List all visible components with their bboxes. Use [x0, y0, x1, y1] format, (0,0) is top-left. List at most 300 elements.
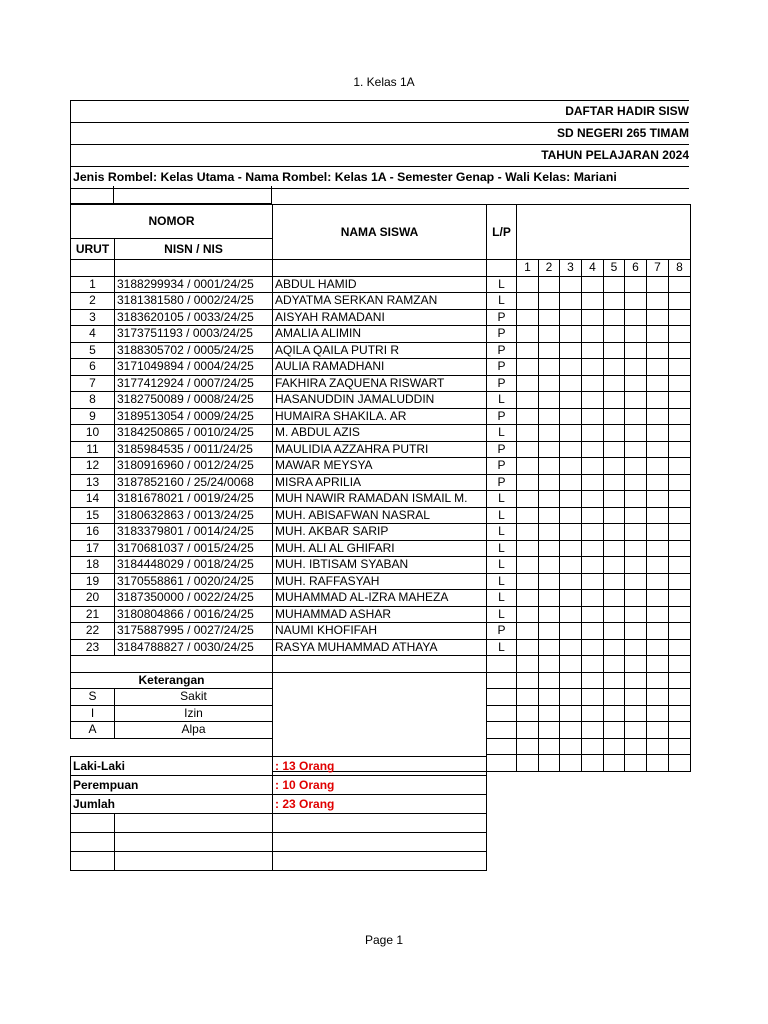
attendance-cell[interactable] — [517, 408, 539, 425]
student-name: ABDUL HAMID — [273, 276, 487, 293]
attendance-cell[interactable] — [582, 441, 604, 458]
attendance-cell[interactable] — [647, 359, 669, 376]
attendance-cell[interactable] — [517, 491, 539, 508]
keterangan-code: A — [71, 722, 115, 739]
attendance-cell[interactable] — [582, 656, 604, 673]
student-gender: L — [487, 639, 517, 656]
student-nisn: 3180804866 / 0016/24/25 — [115, 606, 273, 623]
attendance-cell[interactable] — [625, 590, 647, 607]
summary-row — [71, 776, 487, 795]
student-name: AISYAH RAMADANI — [273, 309, 487, 326]
attendance-cell[interactable] — [669, 326, 691, 343]
attendance-cell[interactable] — [647, 606, 669, 623]
attendance-cell[interactable] — [517, 689, 539, 706]
attendance-cell[interactable] — [560, 524, 582, 541]
student-row — [71, 441, 691, 458]
attendance-cell[interactable] — [669, 491, 691, 508]
student-name: MAULIDIA AZZAHRA PUTRI — [273, 441, 487, 458]
attendance-cell[interactable] — [604, 590, 625, 607]
attendance-cell[interactable] — [625, 458, 647, 475]
attendance-cell[interactable] — [517, 326, 539, 343]
attendance-cell[interactable] — [669, 507, 691, 524]
attendance-cell[interactable] — [625, 474, 647, 491]
attendance-cell[interactable] — [560, 392, 582, 409]
attendance-cell[interactable] — [539, 425, 560, 442]
attendance-cell[interactable] — [560, 507, 582, 524]
student-gender: L — [487, 293, 517, 310]
attendance-cell[interactable] — [517, 705, 539, 722]
attendance-table — [70, 204, 691, 772]
attendance-cell[interactable] — [669, 276, 691, 293]
attendance-cell[interactable] — [647, 524, 669, 541]
attendance-cell[interactable] — [517, 623, 539, 640]
attendance-cell[interactable] — [604, 359, 625, 376]
attendance-cell[interactable] — [539, 408, 560, 425]
attendance-cell[interactable] — [625, 392, 647, 409]
attendance-cell[interactable] — [625, 540, 647, 557]
attendance-cell[interactable] — [539, 573, 560, 590]
attendance-cell[interactable] — [647, 375, 669, 392]
attendance-cell[interactable] — [647, 738, 669, 755]
attendance-cell[interactable] — [582, 359, 604, 376]
student-number: 11 — [71, 441, 115, 458]
attendance-cell[interactable] — [539, 342, 560, 359]
attendance-cell[interactable] — [669, 573, 691, 590]
summary-label: Laki-Laki — [71, 757, 273, 776]
student-name: ADYATMA SERKAN RAMZAN — [273, 293, 487, 310]
attendance-cell[interactable] — [582, 326, 604, 343]
attendance-cell[interactable] — [582, 639, 604, 656]
attendance-cell[interactable] — [539, 606, 560, 623]
title-academic-year: TAHUN PELAJARAN 2024 — [70, 144, 689, 166]
student-number: 6 — [71, 359, 115, 376]
attendance-cell[interactable] — [582, 507, 604, 524]
attendance-cell[interactable] — [539, 623, 560, 640]
attendance-cell[interactable] — [604, 705, 625, 722]
attendance-cell[interactable] — [625, 326, 647, 343]
attendance-cell[interactable] — [539, 540, 560, 557]
day-number: 2 — [539, 260, 560, 277]
attendance-cell[interactable] — [582, 606, 604, 623]
attendance-cell[interactable] — [560, 672, 582, 689]
attendance-cell[interactable] — [539, 326, 560, 343]
attendance-cell[interactable] — [604, 557, 625, 574]
attendance-cell[interactable] — [560, 722, 582, 739]
attendance-cell[interactable] — [647, 293, 669, 310]
attendance-cell[interactable] — [625, 524, 647, 541]
attendance-cell[interactable] — [669, 458, 691, 475]
attendance-cell[interactable] — [560, 458, 582, 475]
attendance-cell[interactable] — [582, 623, 604, 640]
attendance-cell[interactable] — [604, 573, 625, 590]
attendance-cell[interactable] — [539, 293, 560, 310]
attendance-cell[interactable] — [669, 639, 691, 656]
attendance-cell[interactable] — [647, 458, 669, 475]
attendance-cell[interactable] — [539, 524, 560, 541]
student-gender: P — [487, 375, 517, 392]
attendance-cell[interactable] — [604, 606, 625, 623]
attendance-cell[interactable] — [604, 540, 625, 557]
attendance-cell[interactable] — [669, 738, 691, 755]
attendance-cell[interactable] — [625, 623, 647, 640]
attendance-cell[interactable] — [625, 359, 647, 376]
attendance-cell[interactable] — [539, 755, 560, 772]
blank-cell — [71, 260, 115, 277]
attendance-cell[interactable] — [647, 639, 669, 656]
attendance-cell[interactable] — [582, 573, 604, 590]
summary-blank-row — [71, 852, 487, 871]
attendance-cell[interactable] — [517, 540, 539, 557]
attendance-cell[interactable] — [582, 342, 604, 359]
attendance-cell[interactable] — [517, 309, 539, 326]
attendance-cell[interactable] — [604, 672, 625, 689]
attendance-cell[interactable] — [604, 392, 625, 409]
attendance-cell[interactable] — [625, 425, 647, 442]
day-number: 7 — [647, 260, 669, 277]
attendance-cell[interactable] — [604, 639, 625, 656]
attendance-cell[interactable] — [560, 623, 582, 640]
attendance-cell[interactable] — [560, 689, 582, 706]
attendance-cell[interactable] — [582, 590, 604, 607]
student-row — [71, 293, 691, 310]
attendance-cell[interactable] — [539, 722, 560, 739]
attendance-cell[interactable] — [669, 408, 691, 425]
attendance-cell[interactable] — [604, 623, 625, 640]
attendance-cell[interactable] — [539, 705, 560, 722]
blank-cell — [71, 656, 273, 673]
attendance-cell[interactable] — [539, 491, 560, 508]
attendance-cell[interactable] — [582, 375, 604, 392]
attendance-cell[interactable] — [539, 276, 560, 293]
attendance-cell[interactable] — [625, 309, 647, 326]
attendance-cell[interactable] — [517, 276, 539, 293]
attendance-cell[interactable] — [517, 507, 539, 524]
student-row — [71, 507, 691, 524]
attendance-cell[interactable] — [604, 491, 625, 508]
attendance-cell[interactable] — [560, 359, 582, 376]
attendance-cell[interactable] — [647, 309, 669, 326]
attendance-cell[interactable] — [604, 458, 625, 475]
attendance-cell[interactable] — [647, 392, 669, 409]
attendance-cell[interactable] — [560, 491, 582, 508]
attendance-cell[interactable] — [625, 755, 647, 772]
attendance-cell[interactable] — [517, 606, 539, 623]
attendance-cell[interactable] — [647, 441, 669, 458]
attendance-cell[interactable] — [539, 639, 560, 656]
attendance-cell[interactable] — [647, 408, 669, 425]
attendance-cell[interactable] — [560, 573, 582, 590]
attendance-cell[interactable] — [625, 738, 647, 755]
attendance-cell[interactable] — [647, 276, 669, 293]
attendance-cell[interactable] — [560, 557, 582, 574]
attendance-cell[interactable] — [517, 738, 539, 755]
student-gender: L — [487, 507, 517, 524]
attendance-cell[interactable] — [669, 375, 691, 392]
attendance-cell[interactable] — [669, 540, 691, 557]
attendance-cell[interactable] — [517, 590, 539, 607]
attendance-cell[interactable] — [604, 408, 625, 425]
blank-cell — [273, 833, 487, 852]
attendance-cell[interactable] — [582, 408, 604, 425]
attendance-cell[interactable] — [604, 507, 625, 524]
attendance-cell[interactable] — [517, 656, 539, 673]
attendance-cell[interactable] — [625, 342, 647, 359]
attendance-cell[interactable] — [582, 755, 604, 772]
attendance-cell[interactable] — [539, 557, 560, 574]
student-nisn: 3188299934 / 0001/24/25 — [115, 276, 273, 293]
attendance-cell[interactable] — [560, 606, 582, 623]
attendance-cell[interactable] — [669, 392, 691, 409]
attendance-cell[interactable] — [625, 606, 647, 623]
attendance-cell[interactable] — [647, 755, 669, 772]
attendance-cell[interactable] — [647, 705, 669, 722]
summary-table — [70, 756, 487, 871]
attendance-cell[interactable] — [625, 491, 647, 508]
attendance-cell[interactable] — [560, 425, 582, 442]
student-gender: L — [487, 606, 517, 623]
attendance-cell[interactable] — [647, 557, 669, 574]
attendance-cell[interactable] — [582, 722, 604, 739]
attendance-cell[interactable] — [647, 573, 669, 590]
keterangan-label: Izin — [115, 705, 273, 722]
attendance-cell[interactable] — [582, 540, 604, 557]
attendance-cell[interactable] — [625, 689, 647, 706]
attendance-cell[interactable] — [560, 375, 582, 392]
attendance-cell[interactable] — [582, 425, 604, 442]
blank-cell — [487, 672, 517, 689]
student-row — [71, 342, 691, 359]
attendance-cell[interactable] — [582, 705, 604, 722]
attendance-cell[interactable] — [539, 656, 560, 673]
attendance-cell[interactable] — [517, 639, 539, 656]
attendance-cell[interactable] — [604, 524, 625, 541]
attendance-cell[interactable] — [647, 491, 669, 508]
attendance-cell[interactable] — [669, 557, 691, 574]
attendance-cell[interactable] — [647, 656, 669, 673]
attendance-cell[interactable] — [560, 309, 582, 326]
attendance-cell[interactable] — [604, 342, 625, 359]
student-gender: L — [487, 524, 517, 541]
attendance-cell[interactable] — [560, 705, 582, 722]
attendance-cell[interactable] — [625, 656, 647, 673]
summary-blank-row — [71, 814, 487, 833]
attendance-cell[interactable] — [517, 342, 539, 359]
attendance-cell[interactable] — [582, 672, 604, 689]
attendance-cell[interactable] — [582, 524, 604, 541]
attendance-cell[interactable] — [625, 722, 647, 739]
attendance-cell[interactable] — [604, 656, 625, 673]
student-number: 17 — [71, 540, 115, 557]
urut-header: URUT — [71, 239, 115, 260]
attendance-cell[interactable] — [539, 359, 560, 376]
attendance-cell[interactable] — [560, 474, 582, 491]
attendance-cell[interactable] — [582, 491, 604, 508]
attendance-cell[interactable] — [517, 293, 539, 310]
student-gender: L — [487, 573, 517, 590]
attendance-cell[interactable] — [647, 507, 669, 524]
attendance-cell[interactable] — [669, 722, 691, 739]
attendance-cell[interactable] — [669, 293, 691, 310]
attendance-cell[interactable] — [582, 557, 604, 574]
summary-value: : 13 Orang — [273, 757, 487, 776]
attendance-cell[interactable] — [582, 276, 604, 293]
attendance-cell[interactable] — [669, 474, 691, 491]
attendance-cell[interactable] — [604, 474, 625, 491]
attendance-cell[interactable] — [539, 458, 560, 475]
attendance-cell[interactable] — [669, 359, 691, 376]
attendance-cell[interactable] — [517, 672, 539, 689]
attendance-cell[interactable] — [604, 425, 625, 442]
student-gender: P — [487, 458, 517, 475]
attendance-cell[interactable] — [669, 524, 691, 541]
attendance-cell[interactable] — [582, 689, 604, 706]
blank-cell — [487, 738, 517, 755]
student-nisn: 3170681037 / 0015/24/25 — [115, 540, 273, 557]
attendance-cell[interactable] — [647, 623, 669, 640]
attendance-cell[interactable] — [582, 458, 604, 475]
attendance-cell[interactable] — [560, 540, 582, 557]
attendance-cell[interactable] — [669, 705, 691, 722]
attendance-cell[interactable] — [560, 590, 582, 607]
attendance-cell[interactable] — [560, 656, 582, 673]
attendance-cell[interactable] — [625, 276, 647, 293]
attendance-cell[interactable] — [604, 326, 625, 343]
attendance-cell[interactable] — [625, 557, 647, 574]
attendance-cell[interactable] — [604, 689, 625, 706]
attendance-cell[interactable] — [647, 722, 669, 739]
attendance-cell[interactable] — [539, 672, 560, 689]
attendance-cell[interactable] — [560, 276, 582, 293]
attendance-cell[interactable] — [517, 458, 539, 475]
attendance-cell[interactable] — [625, 441, 647, 458]
attendance-cell[interactable] — [517, 375, 539, 392]
attendance-cell[interactable] — [582, 738, 604, 755]
attendance-cell[interactable] — [560, 639, 582, 656]
attendance-cell[interactable] — [539, 441, 560, 458]
blank-cell — [487, 705, 517, 722]
attendance-cell[interactable] — [539, 392, 560, 409]
attendance-cell[interactable] — [604, 375, 625, 392]
attendance-cell[interactable] — [539, 375, 560, 392]
attendance-cell[interactable] — [625, 705, 647, 722]
attendance-cell[interactable] — [560, 755, 582, 772]
attendance-cell[interactable] — [647, 689, 669, 706]
attendance-cell[interactable] — [582, 293, 604, 310]
keterangan-title-row — [71, 672, 691, 689]
attendance-cell[interactable] — [647, 474, 669, 491]
attendance-cell[interactable] — [517, 755, 539, 772]
attendance-cell[interactable] — [604, 293, 625, 310]
attendance-cell[interactable] — [625, 293, 647, 310]
attendance-cell[interactable] — [669, 309, 691, 326]
attendance-cell[interactable] — [625, 573, 647, 590]
student-gender: P — [487, 474, 517, 491]
student-name: AMALIA ALIMIN — [273, 326, 487, 343]
attendance-cell[interactable] — [560, 342, 582, 359]
attendance-cell[interactable] — [560, 326, 582, 343]
student-name: AULIA RAMADHANI — [273, 359, 487, 376]
attendance-cell[interactable] — [582, 474, 604, 491]
student-gender: L — [487, 276, 517, 293]
attendance-cell[interactable] — [669, 656, 691, 673]
attendance-cell[interactable] — [625, 375, 647, 392]
attendance-cell[interactable] — [539, 738, 560, 755]
attendance-cell[interactable] — [582, 392, 604, 409]
attendance-cell[interactable] — [517, 524, 539, 541]
attendance-cell[interactable] — [669, 689, 691, 706]
title-school-list: DAFTAR HADIR SISW — [70, 100, 689, 122]
attendance-cell[interactable] — [647, 326, 669, 343]
attendance-cell[interactable] — [669, 623, 691, 640]
attendance-cell[interactable] — [517, 722, 539, 739]
attendance-cell[interactable] — [669, 672, 691, 689]
attendance-cell[interactable] — [669, 755, 691, 772]
student-row — [71, 326, 691, 343]
attendance-cell[interactable] — [560, 441, 582, 458]
summary-label: Perempuan — [71, 776, 273, 795]
attendance-cell[interactable] — [604, 309, 625, 326]
attendance-cell[interactable] — [604, 738, 625, 755]
attendance-cell[interactable] — [517, 425, 539, 442]
attendance-cell[interactable] — [647, 425, 669, 442]
day-number-row — [71, 260, 691, 277]
attendance-cell[interactable] — [625, 408, 647, 425]
student-name: MISRA APRILIA — [273, 474, 487, 491]
student-row — [71, 573, 691, 590]
student-row — [71, 491, 691, 508]
attendance-cell[interactable] — [647, 672, 669, 689]
student-gender: L — [487, 491, 517, 508]
attendance-cell[interactable] — [625, 507, 647, 524]
attendance-cell[interactable] — [604, 722, 625, 739]
student-row — [71, 425, 691, 442]
attendance-cell[interactable] — [625, 672, 647, 689]
attendance-cell[interactable] — [669, 342, 691, 359]
attendance-cell[interactable] — [517, 573, 539, 590]
attendance-cell[interactable] — [582, 309, 604, 326]
attendance-cell[interactable] — [560, 408, 582, 425]
attendance-cell[interactable] — [517, 441, 539, 458]
attendance-cell[interactable] — [560, 293, 582, 310]
blank-cell — [273, 814, 487, 833]
attendance-cell[interactable] — [517, 392, 539, 409]
attendance-cell[interactable] — [539, 474, 560, 491]
spacer-row — [71, 656, 691, 673]
attendance-cell[interactable] — [517, 359, 539, 376]
attendance-cell[interactable] — [647, 540, 669, 557]
attendance-cell[interactable] — [560, 738, 582, 755]
attendance-cell[interactable] — [604, 755, 625, 772]
attendance-cell[interactable] — [539, 590, 560, 607]
attendance-cell[interactable] — [539, 689, 560, 706]
attendance-cell[interactable] — [604, 441, 625, 458]
attendance-cell[interactable] — [647, 342, 669, 359]
attendance-cell[interactable] — [625, 639, 647, 656]
attendance-cell[interactable] — [669, 590, 691, 607]
attendance-cell[interactable] — [647, 590, 669, 607]
student-name: NAUMI KHOFIFAH — [273, 623, 487, 640]
attendance-cell[interactable] — [604, 276, 625, 293]
attendance-cell[interactable] — [669, 441, 691, 458]
attendance-cell[interactable] — [517, 474, 539, 491]
attendance-cell[interactable] — [517, 557, 539, 574]
summary-row — [71, 757, 487, 776]
student-nisn: 3189513054 / 0009/24/25 — [115, 408, 273, 425]
attendance-cell[interactable] — [539, 309, 560, 326]
attendance-cell[interactable] — [539, 507, 560, 524]
attendance-cell[interactable] — [669, 606, 691, 623]
attendance-cell[interactable] — [669, 425, 691, 442]
